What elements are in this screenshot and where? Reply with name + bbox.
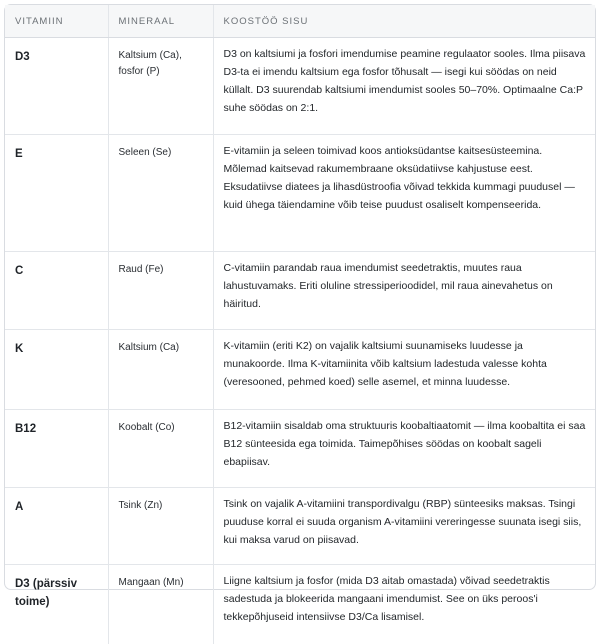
content-cell: B12-vitamiin sisaldab oma struktuuris koobaltiaatomit — ilma koobaltita ei saa B12 sünteesida ega toimida. Taimepõhises söödas on koobalt sageli ebapiisav. — [213, 410, 595, 488]
content-cell: K-vitamiin (eriti K2) on vajalik kaltsiumi suunamiseks luudesse ja munakoorde. Ilma K-vitamiinita võib kaltsium ladestuda valesse kohta (veresooned, pehmed koed) selle asemel, et minna luudesse. — [213, 330, 595, 410]
table-row — [5, 38, 595, 135]
mineral-cell: Kaltsium (Ca) — [108, 330, 213, 410]
table-header-row — [5, 5, 595, 38]
vitamin-cell: D3 — [5, 38, 108, 135]
table-row — [5, 410, 595, 488]
content-cell: D3 on kaltsiumi ja fosfori imendumise peamine regulaator sooles. Ilma piisava D3-ta ei imendu kaltsium ega fosfor tõhusalt — isegi kui söödas on neid küllalt. D3 suurendab kaltsiumi imendumist sooles 50–70%. Optimaalne Ca:P suhe söödas on 2:1. — [213, 38, 595, 135]
table-row — [5, 488, 595, 565]
mineral-cell: Seleen (Se) — [108, 135, 213, 252]
mineral-cell: Mangaan (Mn) — [108, 565, 213, 644]
vitamin-cell: K — [5, 330, 108, 410]
vitamin-cell: A — [5, 488, 108, 565]
mineral-cell: Tsink (Zn) — [108, 488, 213, 565]
table-row — [5, 330, 595, 410]
table-row — [5, 135, 595, 252]
vitamin-cell: C — [5, 252, 108, 330]
vitamin-mineral-table — [4, 4, 596, 590]
vitamin-cell: B12 — [5, 410, 108, 488]
header-mineral: MINERAAL — [108, 5, 213, 38]
vitamin-cell: D3 (pärssiv toime) — [5, 565, 108, 644]
table-row — [5, 565, 595, 644]
vitamin-cell: E — [5, 135, 108, 252]
content-cell: Liigne kaltsium ja fosfor (mida D3 aitab omastada) võivad seedetraktis sadestuda ja blokeerida mangaani imendumist. See on üks peroos'i tekkepõhjuseid intensiivse D3/Ca lisamisel. — [213, 565, 595, 644]
mineral-cell: Kaltsium (Ca), fosfor (P) — [108, 38, 213, 135]
header-vitamin: VITAMIIN — [5, 5, 108, 38]
interaction-table — [5, 5, 595, 644]
header-content: KOOSTÖÖ SISU — [213, 5, 595, 38]
table-row — [5, 252, 595, 330]
mineral-cell: Koobalt (Co) — [108, 410, 213, 488]
content-cell: E-vitamiin ja seleen toimivad koos antioksüdantse kaitsesüsteemina. Mõlemad kaitsevad rakumembraane oksüdatiivse kahjustuse eest. Eksudatiivse diatees ja lihasdüstroofia võivad tekkida kummagi puudusel — kuid ühega täiendamine võib teise puudust osaliselt kompenseerida. — [213, 135, 595, 252]
mineral-cell: Raud (Fe) — [108, 252, 213, 330]
content-cell: Tsink on vajalik A-vitamiini transpordivalgu (RBP) sünteesiks maksas. Tsingi puuduse korral ei suuda organism A-vitamiini vereringesse suunata isegi siis, kui maksa varud on piisavad. — [213, 488, 595, 565]
content-cell: C-vitamiin parandab raua imendumist seedetraktis, muutes raua lahustuvamaks. Eriti oluline stressiperioodidel, mil raua ainevahetus on häiritud. — [213, 252, 595, 330]
